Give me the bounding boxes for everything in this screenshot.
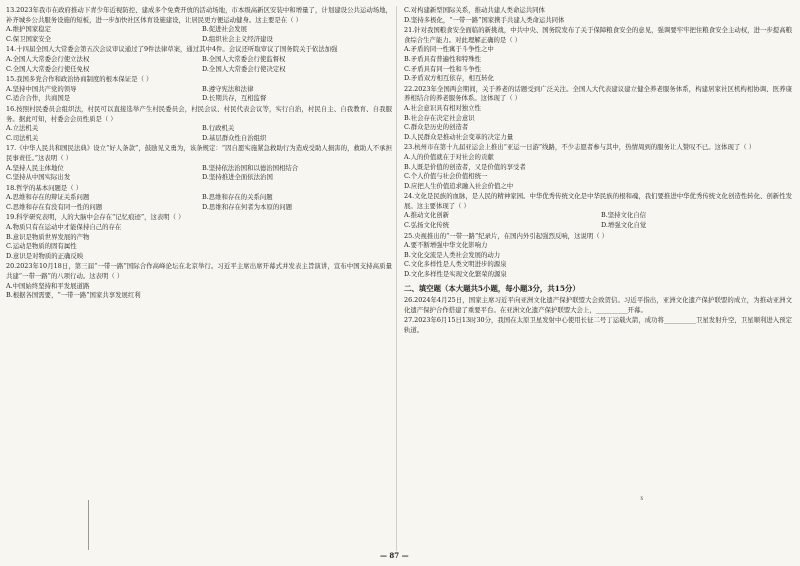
- option-c[interactable]: C.群众是历史的创造者: [404, 123, 469, 132]
- option-c[interactable]: C.坚持从中国实际出发: [6, 173, 71, 182]
- option-d[interactable]: D.全国人大常委会行使决定权: [202, 64, 286, 73]
- option-d[interactable]: D.长期共存，互相监督: [202, 94, 267, 103]
- option-c[interactable]: C.个人价值与社会价值相统一: [404, 172, 488, 181]
- question-20-continued: [404, 6, 792, 25]
- option-a[interactable]: A.社会意识具有相对独立性: [404, 103, 481, 112]
- option-c[interactable]: C.保卫国家安全: [6, 34, 52, 43]
- question-26: [404, 296, 792, 315]
- question-options: [404, 241, 792, 279]
- option-a[interactable]: A.立法机关: [6, 124, 39, 133]
- option-b[interactable]: B.文化交流是人类社会发展的动力: [404, 250, 501, 259]
- question-options: [6, 223, 392, 261]
- question-stem: 15.我国多党合作和政治协商制度的根本保证是（ ）: [6, 75, 153, 84]
- question-stem: 16.按照村民委员会组织法，村民可以直接选举产生村民委员会，村民会议、村民代表会议等，实行自治，村民自主、自我教育、自我服务。据此可知，村委会会员性质是（ ）: [6, 104, 392, 123]
- question-20: [6, 262, 392, 300]
- column-divider: [396, 6, 397, 551]
- question-options: [404, 153, 792, 191]
- option-d[interactable]: D.文化多样性是实现文化繁荣的源泉: [404, 270, 507, 279]
- option-a[interactable]: A.推动文化创新: [404, 211, 449, 220]
- question-19: [6, 213, 392, 261]
- option-a[interactable]: A.人的价值就在于对社会的贡献: [404, 152, 494, 161]
- option-d[interactable]: D.矛盾双方相互依存，相互转化: [404, 74, 495, 83]
- option-c[interactable]: C.司法机关: [6, 133, 39, 142]
- question-options: [6, 282, 392, 301]
- option-b[interactable]: B.坚持文化自信: [601, 211, 647, 220]
- question-options: [404, 104, 792, 142]
- option-d[interactable]: D.应把人生价值追求融入社会价值之中: [404, 181, 514, 190]
- question-27: [404, 316, 792, 335]
- option-b[interactable]: B.坚持依法治国和以德治国相结合: [202, 163, 299, 172]
- option-d[interactable]: D.意识是对物质的正确反映: [6, 251, 84, 260]
- question-stem: 17.《中华人民共和国民法典》设立“好人条款”，鼓励见义勇为，该条规定：“因自愿实施紧急救助行为造成受助人损害的，救助人不承担民事责任。”这表明（ ）: [6, 144, 392, 162]
- option-a[interactable]: A.矛盾的同一性寓于斗争性之中: [404, 45, 494, 54]
- option-d[interactable]: D.人民群众是推动社会变革的决定力量: [404, 132, 514, 141]
- option-c[interactable]: C.文化多样性是人类文明进步的源泉: [404, 260, 507, 269]
- question-25: [404, 232, 792, 280]
- question-stem: 18.哲学的基本问题是（ ）: [6, 183, 83, 192]
- question-options: [6, 124, 392, 143]
- option-d[interactable]: D.坚持推进全面依法治国: [202, 173, 273, 182]
- question-options: [404, 211, 792, 230]
- option-d[interactable]: D.思维和存在何者为本原的问题: [202, 202, 293, 211]
- question-17: [6, 144, 392, 182]
- option-a[interactable]: A.要不断增强中华文化影响力: [404, 241, 488, 250]
- question-options: [6, 55, 392, 74]
- option-c[interactable]: C.弘扬文化传统: [404, 221, 450, 230]
- question-options: [404, 45, 792, 83]
- page-number: — 87 —: [380, 551, 409, 560]
- option-c[interactable]: C.对构建新型国际关系，推动共建人类命运共同体: [404, 6, 545, 14]
- option-a[interactable]: A.全国人大常委会行使立法权: [6, 54, 90, 63]
- question-14: [6, 45, 392, 74]
- option-c[interactable]: C.运动是物质的固有属性: [6, 242, 77, 251]
- question-stem: 27.2023年6月15日13时30分，我国在太原卫星发射中心使用长征二号丁运载火箭，成功将__________卫星发射升空，卫星顺利进入预定轨道。: [404, 316, 792, 334]
- question-15: [6, 75, 392, 104]
- option-c[interactable]: C.矛盾具有同一性和斗争性: [404, 64, 481, 73]
- question-stem: 21.针对我国粮食安全面临的新挑战，中共中央、国务院发布了关于保障粮食安全的意见，强调要牢牢把住粮食安全主动权，进一步提高粮食综合生产能力。对此理解正确的是（ ）: [404, 26, 792, 44]
- question-options: [6, 85, 392, 104]
- question-stem: 24.文化是民族的血脉，是人民的精神家园。中华优秀传统文化是中华民族的根和魂，我们要推进中华优秀传统文化创造性转化、创新性发展。这主要体现了（ ）: [404, 192, 792, 210]
- option-c[interactable]: C.全国人大常委会行使任免权: [6, 64, 90, 73]
- option-b[interactable]: B.根据各国需要，“一带一路”国家共享发展红利: [6, 291, 141, 300]
- option-d[interactable]: D.基层群众性自治组织: [202, 133, 267, 142]
- option-c[interactable]: C.思维和存在有没有同一性的问题: [6, 202, 103, 211]
- question-stem: 26.2024年4月25日，国家主席习近平向亚洲文化遗产保护联盟大会致贺信。习近平指出，亚洲文化遗产保护联盟的成立，为推动亚洲文化遗产保护合作搭建了重要平台。在亚洲文化遗产保护联盟大会上，__________开幕。: [404, 296, 792, 314]
- option-a[interactable]: A.维护国家稳定: [6, 25, 51, 34]
- question-stem: 25.央视推出的“一带一路”纪录片，在国内外引起强烈反响，这说明（ ）: [404, 231, 609, 240]
- option-b[interactable]: B.矛盾具有普遍性和特殊性: [404, 54, 482, 63]
- right-column: [404, 6, 792, 337]
- option-b[interactable]: B.人既是价值的创造者，又是价值的享受者: [404, 162, 526, 171]
- section-title-fill-in: 二、填空题（本大题共5小题，每小题3分，共15分）: [404, 283, 580, 293]
- question-21: [404, 26, 792, 84]
- question-options: [6, 25, 392, 44]
- option-b[interactable]: B.促进社会发展: [202, 25, 248, 34]
- option-b[interactable]: B.思维和存在的关系问题: [202, 193, 273, 202]
- option-b[interactable]: B.遵守宪法和法律: [202, 84, 254, 93]
- question-22: [404, 85, 792, 143]
- option-a[interactable]: A.物质只有在运动中才能保持自己的存在: [6, 223, 122, 232]
- question-stem: 22.2023年全国两会期间，关于养老的话题受到广泛关注。全国人大代表建议建立健全养老服务体系，构建居家社区机构相协调、医养康养相结合的养老服务体系。这体现了（ ）: [404, 84, 792, 103]
- question-stem: 13.2023年我市在政府推动下青少年近视防控、建成多个免费开放的活动场地，市本级高新区安装中和增量了，计划建设公共运动场地，补齐城乡公共服务设施的短板，进一步加快社区体育设施建设，让居民更方便运动健身。这主要是在（ ）: [6, 6, 392, 24]
- question-stem: 19.科学研究表明，人的大脑中会存在“记忆痕迹”，这表明（ ）: [6, 213, 185, 222]
- option-b[interactable]: B.意识是物质世界发展的产物: [6, 232, 90, 241]
- option-a[interactable]: A.思维和存在的辩证关系问题: [6, 193, 90, 202]
- option-b[interactable]: B.全国人大常委会行使监督权: [202, 54, 286, 63]
- option-c[interactable]: C.适合合作，共商国是: [6, 94, 71, 103]
- question-stem: 23.杭州市在第十九届亚运会上推出“亚运一日游”线路，不少志愿者参与其中，热情周到的服务让人赞叹不已。这体现了（ ）: [404, 143, 756, 152]
- question-16: [6, 105, 392, 143]
- option-b[interactable]: B.行政机关: [202, 124, 235, 133]
- question-stem: 14.十四届全国人大常委会第五次会议审议通过了9件法律草案，通过其中4件。会议还听取审议了国务院关于依法加强: [6, 45, 338, 54]
- pen-mark-icon: ɤ: [640, 495, 644, 502]
- option-a[interactable]: A.坚持中国共产党的领导: [6, 84, 77, 93]
- question-24: [404, 192, 792, 230]
- option-a[interactable]: A.中国始终坚持和平发展道路: [6, 281, 90, 290]
- question-stem: 20.2023年10月18日，第三届“一带一路”国际合作高峰论坛在北京举行。习近平主席出席开幕式并发表主旨演讲，宣布中国支持高质量共建“一带一路”的八项行动。这表明（ ）: [6, 262, 392, 281]
- question-23: [404, 143, 792, 191]
- question-options: [6, 193, 392, 212]
- question-options: [6, 164, 392, 183]
- option-d[interactable]: D.增强文化自觉: [601, 221, 647, 230]
- option-b[interactable]: B.社会存在决定社会意识: [404, 113, 475, 122]
- option-a[interactable]: A.坚持人民主体地位: [6, 163, 64, 172]
- question-13: [6, 6, 392, 44]
- question-18: [6, 184, 392, 213]
- option-d[interactable]: D.组织社会主义经济建设: [202, 34, 273, 43]
- left-column: [6, 6, 392, 302]
- option-d[interactable]: D.坚持多极化，“一带一路”国家携手共建人类命运共同体: [404, 15, 565, 24]
- question-options: [404, 6, 792, 25]
- binding-margin-line: [88, 500, 89, 550]
